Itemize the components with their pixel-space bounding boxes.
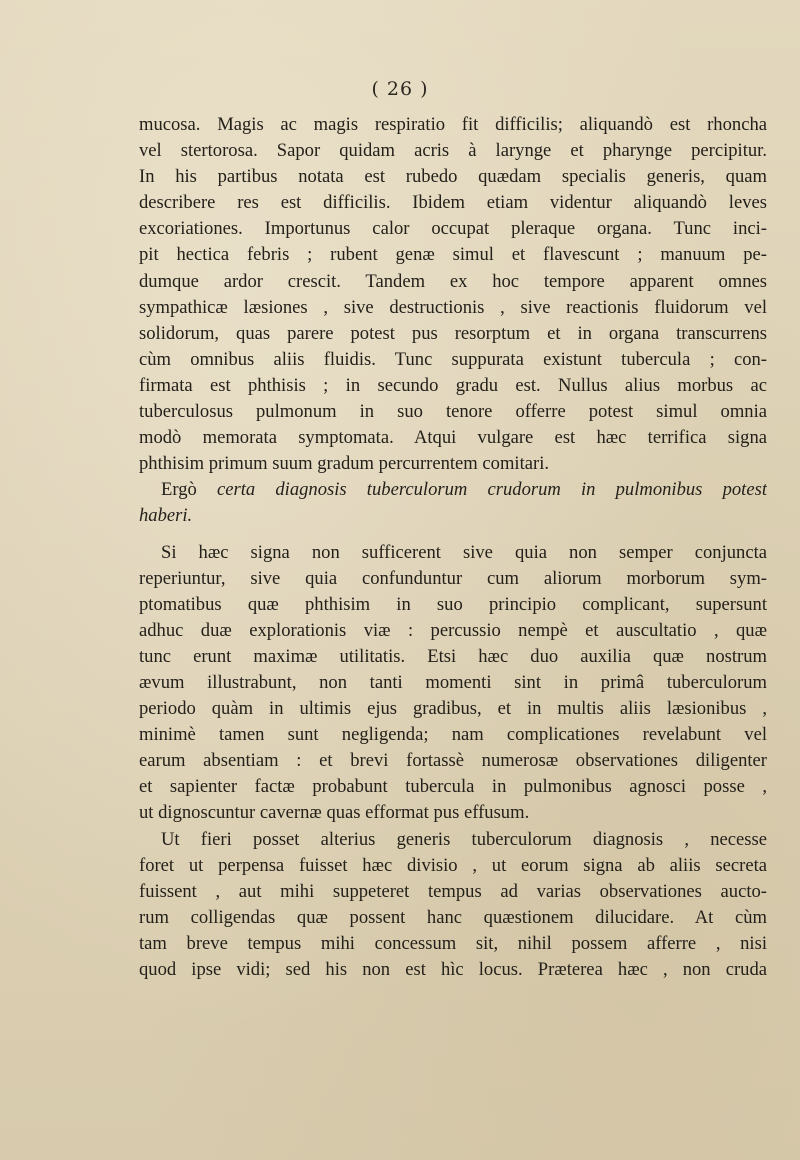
text-line-2: vel stertorosa. Sapor quidam acris à larynge et pharynge percipitur. [139,140,767,162]
text-line-8: sympathicæ læsiones , sive destructionis , sive reactionis fluidorum vel [139,296,767,318]
body-text [139,112,767,983]
paragraph-gap [139,530,767,540]
text-line-4: describere res est difficilis. Ibidem etiam videntur aliquandò leves [139,192,767,214]
text-line-7: dumque ardor crescit. Tandem ex hoc tempore apparent omnes [139,270,767,292]
text-line-3: In his partibus notata est rubedo quædam specialis generis, quam [139,166,767,188]
text-line-12: tuberculosus pulmonum in suo tenore offerre potest simul omnia [139,401,767,423]
text-line-24: minimè tamen sunt negligenda; nam complicationes revelabunt vel [139,724,767,746]
text-line-21: tunc erunt maximæ utilitatis. Etsi hæc duo auxilia quæ nostrum [139,645,767,667]
text-line-33: quod ipse vidi; sed his non est hìc locus. Præterea hæc , non cruda [139,959,767,980]
text-line-6: pit hectica febris ; rubent genæ simul et flavescunt ; manuum pe- [139,244,767,266]
italic-phrase: certa diagnosis tuberculorum crudorum in pulmonibus potest [216,479,767,501]
text-line-14: phthisim primum suum gradum percurrentem comitari. [139,453,550,475]
text-line-5: excoriationes. Importunus calor occupat pleraque organa. Tunc inci- [139,218,767,240]
text-line-32: tam breve tempus mihi concessum sit, nihil possem afferre , nisi [139,932,767,954]
text-line-13: modò memorata symptomata. Atqui vulgare est hæc terrifica signa [139,427,767,449]
text-line-20: adhuc duæ explorationis viæ : percussio nempè et auscultatio , quæ [139,619,767,641]
text-line-9: solidorum, quas parere potest pus resorptum et in organa transcurrens [139,322,767,344]
text-line-29: foret ut perpensa fuisset hæc divisio , ut eorum signa ab aliis secreta [139,854,767,876]
text-line-30: fuissent , aut mihi suppeteret tempus ad varias observationes aucto- [139,880,767,902]
text-line-15: Ergò certa diagnosis tuberculorum crudorum in pulmonibus potest [161,479,767,501]
text-line-19: ptomatibus quæ phthisim in suo principio complicant, supersunt [139,593,767,615]
page-number: ( 26 ) [371,78,429,100]
text-line-28: Ut fieri posset alterius generis tuberculorum diagnosis , necesse [161,828,767,850]
text-line-16: haberi. [139,505,193,527]
text-line-18: reperiuntur, sive quia confunduntur cum aliorum morborum sym- [139,567,767,589]
text-line-31: rum colligendas quæ possent hanc quæstionem dilucidare. At cùm [139,906,767,928]
text-line-17: Si hæc signa non sufficerent sive quia non semper conjuncta [161,541,767,563]
text-line-27: ut dignoscuntur cavernæ quas efformat pus effusum. [139,802,530,824]
text-line-11: firmata est phthisis ; in secundo gradu est. Nullus alius morbus ac [139,374,767,396]
text-line-26: et sapienter factæ probabunt tubercula in pulmonibus agnosci posse , [139,776,767,798]
text-line-10: cùm omnibus aliis fluidis. Tunc suppurata existunt tubercula ; con- [139,348,767,370]
text-line-22: ævum illustrabunt, non tanti momenti sint in primâ tuberculorum [139,671,767,693]
text-line-23: periodo quàm in ultimis ejus gradibus, et in multis aliis læsionibus , [139,698,767,720]
text-line-25: earum absentiam : et brevi fortassè numerosæ observationes diligenter [139,750,767,772]
text-line-1: mucosa. Magis ac magis respiratio fit difficilis; aliquandò est rhoncha [139,114,767,135]
